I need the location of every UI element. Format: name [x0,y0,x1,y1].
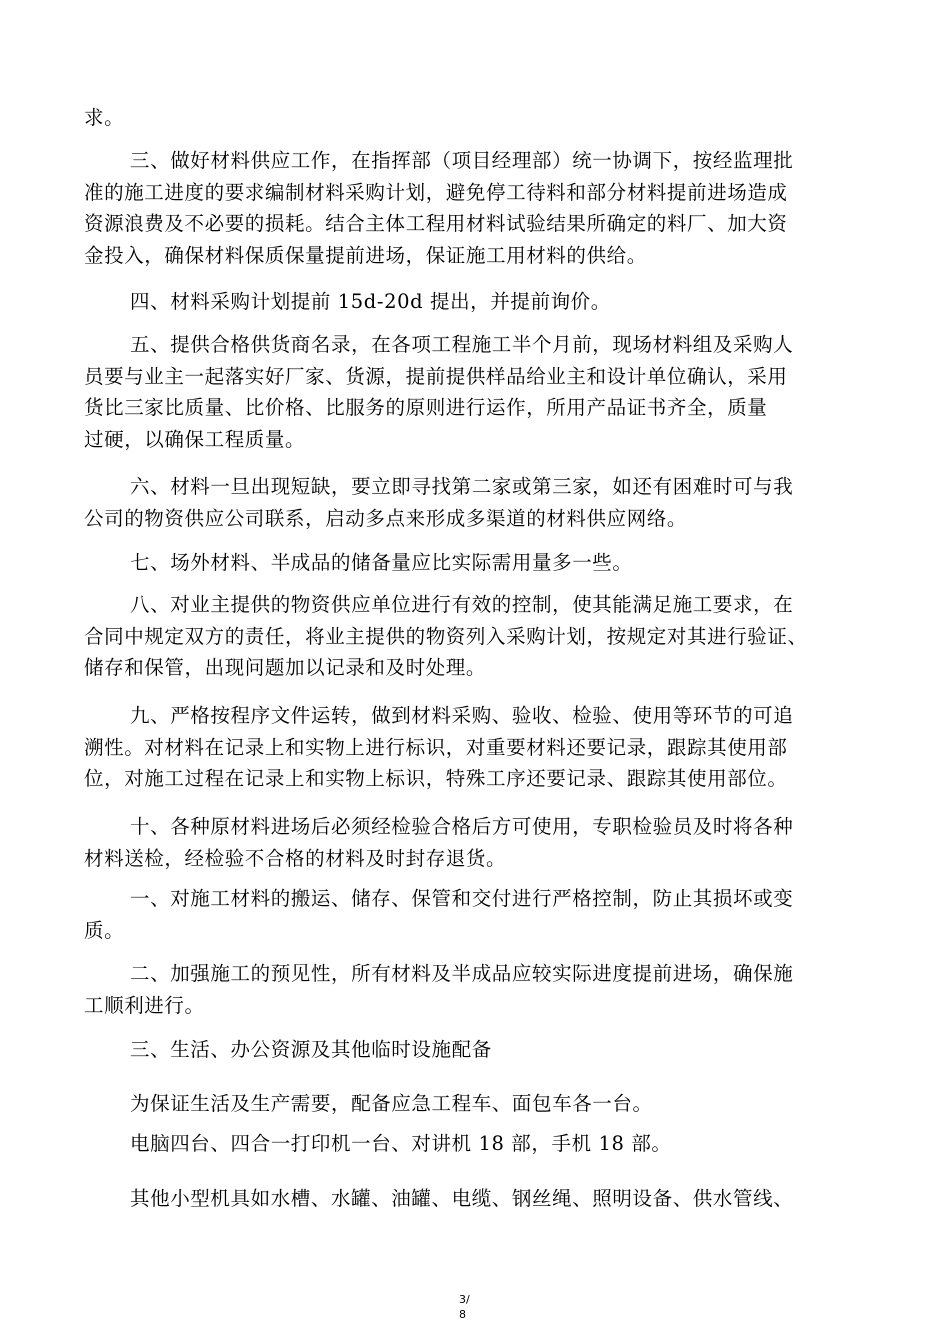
text-line: 二、加强施工的预见性，所有材料及半成品应较实际进度提前进场，确保施 [130,962,794,985]
text-line: 位，对施工过程在记录上和实物上标识，特殊工序还要记录、跟踪其使用部位。 [84,767,788,790]
text-line: 过硬，以确保工程质量。 [84,427,306,451]
text-line: 溯性。对材料在记录上和实物上进行标识，对重要材料还要记录，跟踪其使用部 [84,735,788,759]
page-number [459,1292,483,1322]
text-line: 十、各种原材料进场后必须经检验合格后方可使用，专职检验员及时将各种 [130,815,794,838]
paragraph-8 [84,589,874,684]
text-line: 资源浪费及不必要的损耗。结合主体工程用材料试验结果所确定的料厂、加大资 [84,212,788,235]
paragraph-6 [84,471,874,534]
paragraph-12 [84,958,874,1021]
paragraph-5 [84,329,874,455]
text-line: 准的施工进度的要求编制材料采购计划，避免停工待料和部分材料提前进场造成 [84,180,788,204]
text-line: 员要与业主一起落实好厂家、货源，提前提供样品给业主和设计单位确认，采用 [84,364,788,388]
text-line: 金投入，确保材料保质保量提前进场，保证施工用材料的供给。 [84,243,647,267]
text-line: 九、严格按程序文件运转，做到材料采购、验收、检验、使用等环节的可追 [130,704,794,727]
page-number-total: 8 [459,1308,466,1321]
paragraph-11 [84,883,874,946]
text-line: 八、对业主提供的物资供应单位进行有效的控制，使其能满足施工要求，在 [130,593,794,616]
text-line: 储存和保管，出现问题加以记录和及时处理。 [84,656,487,679]
text-line: 四、材料采购计划提前 15d-20d 提出，并提前询价。 [130,290,611,313]
text-line: 七、场外材料、半成品的储备量应比实际需用量多一些。 [130,551,633,574]
text-line: 材料送检，经检验不合格的材料及时封存退货。 [84,846,507,870]
text-line: 货比三家比质量、比价格、比服务的原则进行运作，所用产品证书齐全，质量 [84,396,768,419]
paragraph-continuation [84,102,874,134]
paragraph-10 [84,811,874,874]
text-line: 五、提供合格供货商名录，在各项工程施工半个月前，现场材料组及采购人 [130,333,794,356]
text-line: 一、对施工材料的搬运、储存、保管和交付进行严格控制，防止其损坏或变 [130,887,794,910]
text-line: 公司的物资供应公司联系，启动多点来形成多渠道的材料供应网络。 [84,506,688,530]
paragraph-7 [84,547,874,579]
paragraph-tools [84,1183,874,1215]
text-line: 三、做好材料供应工作，在指挥部（项目经理部）统一协调下，按经监理批 [130,149,794,172]
paragraph-equipment [84,1128,874,1160]
paragraph-vehicles [84,1088,874,1120]
text-line: 工顺利进行。 [84,993,205,1017]
text-line: 求。 [84,106,125,129]
page-number-current: 3/ [459,1293,470,1306]
text-line: 质。 [84,918,125,942]
paragraph-4 [84,286,874,318]
text-line: 六、材料一旦出现短缺，要立即寻找第二家或第三家，如还有困难时可与我 [130,475,794,498]
section-heading [84,1034,874,1066]
text-line: 为保证生活及生产需要，配备应急工程车、面包车各一台。 [130,1092,653,1115]
paragraph-3 [84,145,874,271]
paragraph-9 [84,700,874,795]
text-line: 电脑四台、四合一打印机一台、对讲机 18 部，手机 18 部。 [130,1132,672,1155]
text-line: 三、生活、办公资源及其他临时设施配备 [130,1038,492,1061]
text-line: 其他小型机具如水槽、水罐、油罐、电缆、钢丝绳、照明设备、供水管线、 [130,1187,794,1210]
text-line: 合同中规定双方的责任，将业主提供的物资列入采购计划，按规定对其进行验证、 [84,624,808,648]
